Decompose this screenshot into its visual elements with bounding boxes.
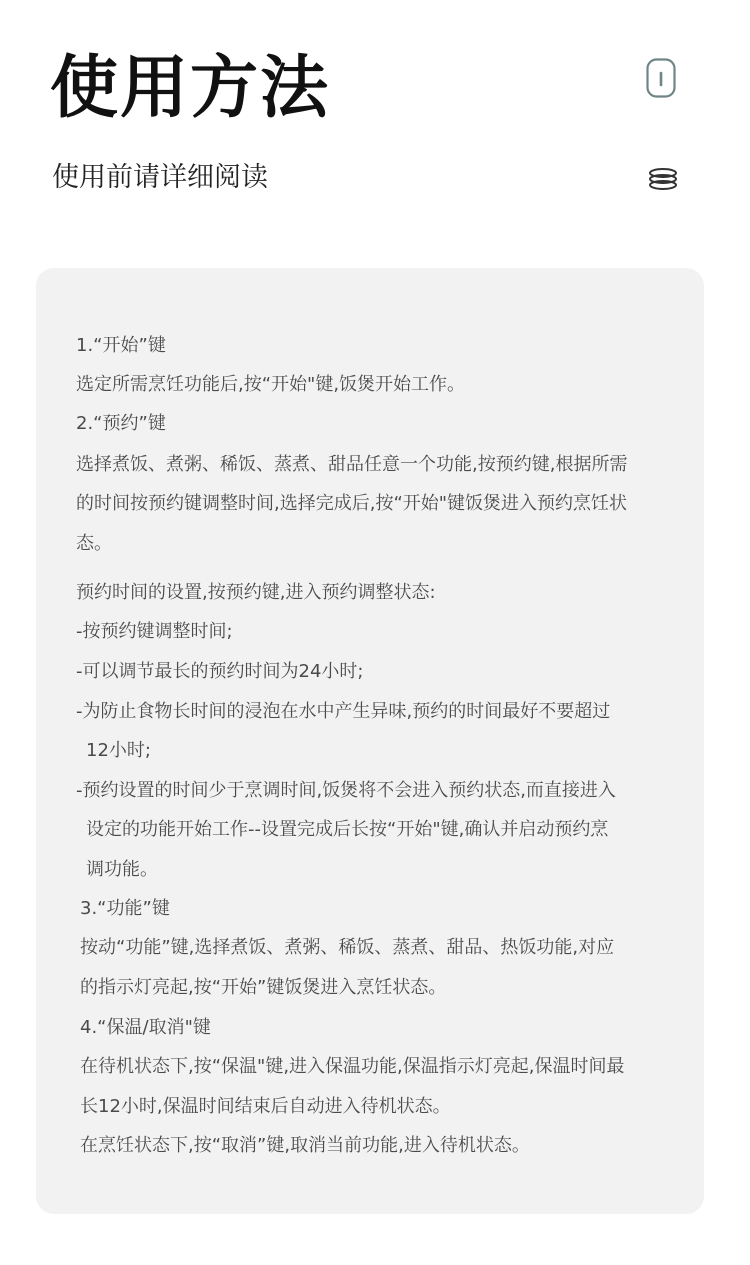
- instruction-line: 在烹饪状态下,按“取消”键,取消当前功能,进入待机状态。: [80, 1135, 530, 1156]
- section-function-heading: 3.“功能”键: [80, 898, 170, 919]
- page-title: 使用方法: [50, 49, 331, 128]
- instruction-line: -可以调节最长的预约时间为24小时;: [76, 661, 364, 682]
- instruction-line: -预约设置的时间少于烹调时间,饭煲将不会进入预约状态,而直接进入: [76, 780, 616, 801]
- section-start-heading: 1.“开始”键: [76, 335, 166, 356]
- instruction-line: 在待机状态下,按“保温"键,进入保温功能,保温指示灯亮起,保温时间最: [80, 1056, 625, 1077]
- instruction-line: 预约时间的设置,按预约键,进入预约调整状态:: [76, 582, 436, 603]
- instruction-line: 态。: [76, 533, 112, 554]
- instruction-line: 12小时;: [86, 740, 151, 761]
- instruction-line: -按预约键调整时间;: [76, 621, 233, 642]
- instruction-line: 选定所需烹饪功能后,按“开始"键,饭煲开始工作。: [76, 374, 466, 395]
- page-subtitle: 使用前请详细阅读: [52, 162, 268, 193]
- instruction-line: 的指示灯亮起,按“开始”键饭煲进入烹饪状态。: [80, 977, 447, 998]
- instruction-line: 长12小时,保温时间结束后自动进入待机状态。: [80, 1096, 451, 1117]
- instructions-card: [36, 268, 704, 1214]
- section-reserve-heading: 2.“预约”键: [76, 413, 166, 434]
- section-keepwarm-heading: 4.“保温/取消"键: [80, 1017, 211, 1038]
- instruction-line: 的时间按预约键调整时间,选择完成后,按“开始"键饭煲进入预约烹饪状: [76, 493, 628, 514]
- instruction-line: 调功能。: [86, 859, 158, 880]
- instruction-line: -为防止食物长时间的浸泡在水中产生异味,预约的时间最好不要超过: [76, 701, 611, 722]
- instruction-line: 选择煮饭、煮粥、稀饭、蒸煮、甜品任意一个功能,按预约键,根据所需: [76, 454, 628, 475]
- instruction-line: 设定的功能开始工作--设置完成后长按“开始"键,确认并启动预约烹: [86, 819, 609, 840]
- phone-icon: [646, 58, 676, 98]
- instruction-line: 按动“功能”键,选择煮饭、煮粥、稀饭、蒸煮、甜品、热饭功能,对应: [80, 937, 615, 958]
- stack-icon: [647, 166, 679, 194]
